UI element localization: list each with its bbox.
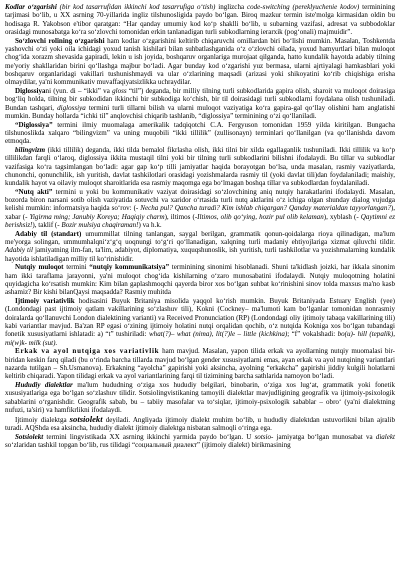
text-run: termini turli tillarni bilish va ularni muloqot vaziyatiga ko‘ra gapira-gal qo‘llay olishini ham anglatishi mumkin. Bunday hollarda “ichki til” anqlovchisi chiqarib tashlanib, “diglossiya” terminining o‘zi qo‘llaniladi. bbox=[5, 103, 396, 120]
text-run: terminining sinonimi hisoblanadi. Shuni ta'kidlash joizki, har ikkala sinonim ham ikki taraflama jarayonni, ya'ni muloqot chog‘ida kishilarning o‘zaro munosabatini ifodalaydi. Nutqiy muloqotning holatini quyidagicha ko‘rsatish mumkin: Kim bilan gaplashmoqchi qayerda biror xos bo‘lgan suhbat ko‘rinishini sinov tolda maxsus ma'no kasb ashamiz? Bir kishi bilanQaysi maqsadda? Rasmiy muhitda bbox=[5, 263, 395, 297]
term: Adabiy til (standart) bbox=[15, 229, 82, 238]
paragraph bbox=[5, 230, 395, 263]
paragraph bbox=[5, 37, 395, 87]
text-run: ), xabar (- bbox=[5, 204, 395, 221]
term: bilingvizm bbox=[15, 145, 46, 154]
text-run: ham mavjud. Masalan, yapon tilida erkak va ayollarning nutqiy muomalasi bir-biridan keskin farq qiladi (bu o‘rinda barcha tillarda mavjud bo‘lgan gender xususiyatlarni emas, ayan erkak va ayol nutqining variantlari nazarda tutilgan – Sh.Usmanova). Erkakning “ayolcha” gapirishi yoki aksincha, ayolning “erkakcha” gapirishi jiddiy kulgili holatlarni keltirib chiqaradi. Yapon tilidagi erkak va ayol variantlarining farqi til tizimining barcha sathlarida namoyon bo‘ladi. bbox=[5, 347, 396, 381]
term: Ijtimoiy variativlik bbox=[15, 297, 75, 306]
text-run: ma'lum hududning o‘ziga xos hududiy belgilari, binobarin, o‘ziga xos lug‘at, grammatik yoki fonetik xususiyatlariga ega bo‘lgan so‘zlashuv tilidir. Sotsiolingvistikaning tamoyili dialektlar mavjudligining geografik va ijtimoiy-psixologik sabablarini o‘rganishdir. Geografik sabab, bu – tabiiy masofalar va to‘siqlar, ijtimoiy-psixologik sabablar – obro‘ (ya'ni dialektning nufuzi, ta'siri) va hamfikrlikni ifodalaydi. bbox=[5, 380, 395, 414]
term: “Diglossiya” bbox=[15, 120, 53, 129]
term: So‘zlovchi rolining o‘zgarishi bbox=[15, 36, 105, 45]
text-run: Yigirma ming; Janubiy Koreya; Haqiqiy charm bbox=[29, 212, 165, 221]
text-run: Bozir mulsiya chaqiraman! bbox=[61, 221, 139, 230]
text-run: hodisasini Buyuk Britaniya misolida yaqqol ko‘rish mumkin. Buyuk Britaniyada Estuary English (yee) (Londondagi past ijtimoiy qatlam vakillarining so‘zlashuv tili), Kokni (Cockney– ma'lumoti kam bo‘lganlar tomonidan nonrasmiy doiralarda qo‘llanuvchi London dialektining varianti) va Received Pronunciation (RP) (Londondagi oliy ijtimoiy tabaqa vakillarining tili) kabi variantlar mavjud. Ba'zan RP egasi o‘zining ijtimoiy holatini nutqi orqalidan qochib, o‘z nutqida Kokniga xos bo‘lgan tubandagi fonetik xususiyatlarni ishlatadi: a) “t” tushiriladi: bbox=[5, 297, 395, 339]
paragraph bbox=[5, 121, 395, 146]
document-text bbox=[5, 3, 395, 449]
text-run: dialekt bbox=[375, 432, 395, 441]
term: Sotsiolekt bbox=[15, 432, 44, 441]
text-run: termini lingvistikada XX asrning ikkinchi yarmida paydo bo‘lgan. U bbox=[43, 432, 255, 441]
term: Kodlar o‘zgarishi bbox=[5, 3, 57, 11]
text-run: termini u yoki bu kommunikativ vaziyat doirasidagi so‘zlovchining aniq nutqiy harakatlarini ifodalaydi. Masalan, bozorda biron narsani sotib olish vaziyatida sotuvchi va xaridor o‘rtasida turli nutq aktlarini o‘z ichiga olgan shunday dialog vujudga kelishi mumkin: informatsiya haqida so‘rov: (- bbox=[5, 187, 395, 213]
text-run: what(?)– what (nima), lit(?)le – little (kichkina) bbox=[148, 330, 288, 339]
term: “nutqiy kommunikatsiya” bbox=[89, 263, 170, 272]
text-run: jamiyatga bo‘lgan munosabat va bbox=[273, 432, 376, 441]
text-run: ), iltimos (- bbox=[164, 212, 198, 221]
paragraph bbox=[5, 415, 395, 433]
text-run: ), taklif (- bbox=[32, 221, 62, 230]
paragraph bbox=[5, 347, 395, 380]
text-run: Ijtimoiy dialektga bbox=[15, 415, 70, 424]
paragraph bbox=[5, 146, 395, 188]
text-run: so‘zlaridan tashkil topgan bo‘lib, rus tilidagi “социальный диалект” (ijtimoiy dialekt) birikmasining bbox=[5, 440, 291, 449]
text-run: (bir kod tasarrufidan ikkinchi kod tasarrufiga o‘tish) bbox=[56, 3, 216, 11]
term: Erkak va ayol nutqiga xos variativlik bbox=[15, 347, 160, 356]
term: sotsiolekt bbox=[69, 413, 103, 424]
text-run: “til”) deganda, bir milliy tilning turli subkodlarida gapira olish, sharoit va muloqot doirasiga bog‘liq holda, tilning bir subkodidan ikkinchi bir subkodiga ko‘chish, bir til doirasidagi turli subkodlarni foydalana olish tushuniladi. Bundan tashqari, bbox=[5, 86, 395, 112]
text-run: sotsio- bbox=[254, 432, 274, 441]
text-run: diglossiya bbox=[57, 103, 86, 112]
text-run: Adabiy til bbox=[5, 246, 33, 255]
text-run: deyiladi. Angliyada ijtimoiy dialekt muhim bo‘lib, u hududiy dialektdan ustuvorlikni bilan ajralib turadi. AQShda esa aksincha, hududiy dialekt ijtimoiy dialektga nisbatan salmoqli o‘ringa ega. bbox=[5, 415, 395, 432]
text-run: inglizcha bbox=[215, 3, 247, 11]
paragraph bbox=[5, 433, 395, 450]
text-run: gloss bbox=[112, 86, 127, 95]
paragraph bbox=[5, 3, 395, 36]
text-run: ham kodlar o‘zgarishini keltirib chiqaruvchi omillardan biri bo‘lishi mumkin. Masalan, Toshkentda yashovchi oʻzi yoki oila ichidagi yoxud tanish kishilari bilan suhbatlashganida o‘z o‘zlovchi oilada, yoxud hamyurtlari bilan muloqot chog‘ida xorazm shevasida gapiradi, lekin u ish joyida, boshqaruv organlariga murojaat qilganda, hatto kundalik hayotda adabiy tilning me'yoriy shakllaridan birini qo‘llashga majbur bo‘ladi. Agar bunday kod o‘zgarishi yuz bermasa, ularni ajrtiyalagi hamkasblari yoki boshqaruv organlaridagi vakillari tushunishmaydi va ular o‘zlarining maqsadi (arizasi yoki shikoyatini ko‘rib chiqishiga erisha olmaydilar, ya'ni kommunikativ muvaffaqiyatsizlikka uchraydilar. bbox=[5, 36, 395, 87]
term: Hududiy dialektlar bbox=[15, 380, 73, 389]
term: Diglossiya bbox=[15, 86, 46, 95]
text-run: ), xyblash (- bbox=[323, 212, 361, 221]
term: “Nutq akti” bbox=[15, 187, 53, 196]
text-run: termini ilmiy muomalaga amerikalik tadqiqotchi C.A. Fergyuson tomonidan 1959 yilda kiritilgan. Bungacha tilshunoslikda xalqaro “bilingvizm” va uning muqobili “ikki tillilik” (zullisonayn) terminlari qo‘llanilgan (va qo‘llanishda davom etmoqda. bbox=[5, 120, 395, 146]
text-run: (ikki tillilik) deganda, ikki tilda bemalol fikrlasha olish, ikki tilni bir xilda egallaganlik tushuniladi. Ikki tillilik va ko‘p tillilikdan farqli o‘laroq, diglossiya ikkita mustaqil tilni yoki bir tilning turli subkodlarini bilishni ifodalaydi. Bu tillar va subkodlar vazifasiga ko‘ra tagsimlangan bo‘ladi: agar gap ko‘p tilli jamiyatlar haqida borayotgan bo‘lsa, unda masalan, rasmiy vaziyatlarda, chunonchi, qonunchilik, ish yuritish, davlat tashkilotlari orasidagi yozishmalarda rasmiy til (yoki davlat tili)dan foydalaniladi; maishiy, kundalik hayot va oilaviy muloqot sharoitlarida esa rasmiy maqomga ega bo‘lmagan boshqa tillar va subkodlardan foydalaniladi. bbox=[5, 145, 395, 188]
paragraph bbox=[5, 263, 395, 296]
text-run: bo(u)- hill (tepalik), mi(w)k- milk (sut). bbox=[5, 330, 396, 347]
text-run: ; “f” vokalshadi: bbox=[287, 330, 338, 339]
text-run: umummillat tilning tanlangan, saygal berilgan, grammatik qonun-qoidalarga rioya qilinadigan, ma'lum me'yorga solingan, ummumhalqni‘z‘g‘q uoqnungi to‘g‘ri qo‘llanadigan, xalqning turli madaniy ehtiyojlariga xizmat qiluvchi tildir. bbox=[5, 229, 395, 247]
text-run: jamiyatning ilm-fan, ta'lim, adabiyot, diplomatiya, xuquqshunoslik, ish yuritish, turli tashkilotlar va yozishmalarning kundalik hayotida ishlatiladigan milliy til ko‘rinishidir. bbox=[5, 246, 395, 263]
text-run: ) va h.k. bbox=[138, 221, 162, 230]
paragraph bbox=[5, 381, 395, 414]
text-run: Iltimos, olib qo‘ying, hozir pul olib kelaman bbox=[197, 212, 324, 221]
paragraph bbox=[5, 297, 395, 347]
paragraph bbox=[5, 87, 395, 120]
text-run: ni (yun. di – “ikki” va bbox=[45, 86, 113, 95]
text-run: Qaytimni ez berishsiz! bbox=[5, 212, 395, 230]
text-run: code-switching (pereklyuchenie kodov) bbox=[246, 3, 360, 11]
paragraph bbox=[5, 188, 395, 230]
term: Nutqiy muloqot bbox=[15, 263, 64, 272]
text-run: terminining tarjimasi bo‘lib, u XX asrning 70-yillarida ingliz tilshunosligida paydo bo‘lgan. Biroq mazkur termin iste'molga kirmasidan oldin bu hodisaga R. Yakobson e'tibor qaratgan: “Har qanday umumiy kod ko‘p shaklli bo‘lib, u subarning vazifasi, adresat va subbodoklar orasidagi munosabatga ko‘ra so‘zlovchi tomonidan erkin tanlanadigan turli subkodlarning ierarxik (pog‘onali) majmuidir”. bbox=[5, 3, 395, 36]
text-run: termini bbox=[63, 263, 90, 272]
text-run: Necha pul? Qancha turadi? Kim ishlab chiqargan? Qanday materialdan tayyorlangan? bbox=[140, 204, 391, 213]
